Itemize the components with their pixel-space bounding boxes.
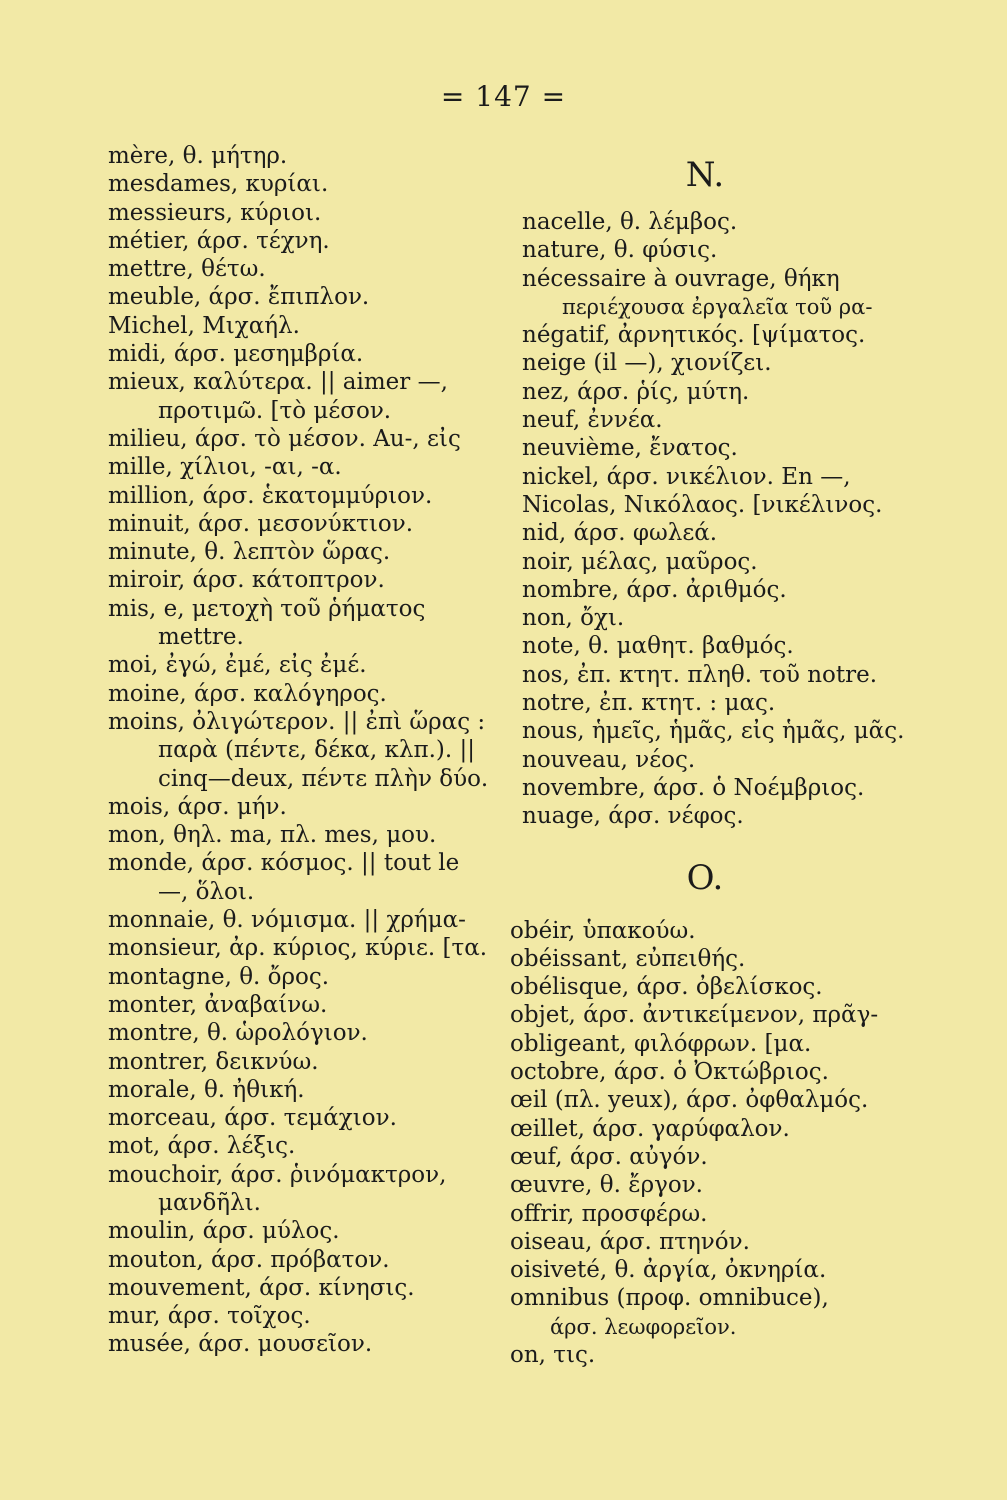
dictionary-entry: métier, άρσ. τέχνη.	[108, 227, 330, 254]
dictionary-entry: obélisque, άρσ. ὀβελίσκος.	[510, 974, 823, 1001]
dictionary-entry: nécessaire à ouvrage, θήκη	[522, 265, 840, 292]
dictionary-entry: mouchoir, άρσ. ῥινόμακτρον,	[108, 1161, 447, 1188]
dictionary-entry: nouveau, νέος.	[522, 746, 696, 773]
dictionary-entry: mesdames, κυρίαι.	[108, 171, 329, 198]
dictionary-entry: nez, άρσ. ῥίς, μύτη.	[522, 378, 750, 405]
dictionary-entry: nid, άρσ. φωλεά.	[522, 520, 718, 547]
dictionary-entry: mouton, άρσ. πρόβατον.	[108, 1246, 390, 1273]
dictionary-entry: œuvre, θ. ἔργον.	[510, 1172, 703, 1199]
dictionary-entry: non, ὄχι.	[522, 605, 625, 632]
dictionary-entry-continuation: cinq—deux, πέντε πλὴν δύο.	[158, 765, 489, 792]
dictionary-entry: mis, e, μετοχὴ τοῦ ῥήματος	[108, 595, 426, 622]
section-n-entries	[522, 208, 905, 831]
dictionary-entry: mur, άρσ. τοῖχος.	[108, 1303, 311, 1330]
dictionary-entry: moins, ὀλιγώτερον. || ἐπὶ ὥρας :	[108, 708, 486, 735]
dictionary-entry: minuit, άρσ. μεσονύκτιον.	[108, 510, 414, 537]
dictionary-entry: négatif, ἀρνητικός. [ψίματος.	[522, 322, 866, 349]
dictionary-entry: morceau, άρσ. τεμάχιον.	[108, 1105, 397, 1132]
dictionary-entry: moine, άρσ. καλόγηρος.	[108, 680, 387, 707]
dictionary-entry: miroir, άρσ. κάτοπτρον.	[108, 567, 385, 594]
dictionary-entry: oiseau, άρσ. πτηνόν.	[510, 1228, 750, 1255]
dictionary-entry: moulin, άρσ. μύλος.	[108, 1218, 340, 1245]
dictionary-entry: nickel, άρσ. νικέλιον. En —,	[522, 463, 851, 490]
dictionary-entry: œil (πλ. yeux), άρσ. ὀφθαλμός.	[510, 1087, 869, 1114]
dictionary-entry: mieux, καλύτερα. || aimer —,	[108, 369, 448, 396]
dictionary-entry: minute, θ. λεπτὸν ὥρας.	[108, 539, 391, 566]
dictionary-entry: milieu, άρσ. τὸ μέσον. Au-, εἰς	[108, 425, 461, 452]
dictionary-entry: mois, άρσ. μήν.	[108, 793, 287, 820]
dictionary-entry: octobre, άρσ. ὁ Ὀκτώβριος.	[510, 1059, 829, 1086]
page-number: = 147 =	[440, 80, 567, 113]
dictionary-entry: Nicolas, Νικόλαος. [νικέλινος.	[522, 491, 883, 518]
dictionary-entry: œillet, άρσ. γαρύφαλον.	[510, 1115, 790, 1142]
dictionary-entry-continuation: mettre.	[158, 624, 244, 651]
dictionary-entry: omnibus (προφ. omnibuce),	[510, 1285, 829, 1312]
dictionary-entry-continuation: προτιμῶ. [τὸ μέσον.	[158, 397, 392, 424]
section-heading-o: O.	[686, 857, 724, 898]
dictionary-entry: offrir, προσφέρω.	[510, 1200, 708, 1227]
dictionary-entry: nombre, άρσ. ἀριθμός.	[522, 576, 787, 603]
dictionary-entry: monsieur, ἀρ. κύριος, κύριε. [τα.	[108, 935, 488, 962]
dictionary-entry-continuation: παρὰ (πέντε, δέκα, κλπ.). ||	[158, 737, 476, 764]
dictionary-entry: neuvième, ἔνατος.	[522, 435, 738, 462]
dictionary-entry: mon, θηλ. ma, πλ. mes, μου.	[108, 822, 437, 849]
dictionary-entry: Michel, Μιχαήλ.	[108, 312, 300, 339]
dictionary-entry: obligeant, φιλόφρων. [μα.	[510, 1030, 812, 1057]
dictionary-entry: œuf, άρσ. αὐγόν.	[510, 1143, 708, 1170]
dictionary-entry: noir, μέλας, μαῦρος.	[522, 548, 758, 575]
dictionary-entry: monnaie, θ. νόμισμα. || χρήμα-	[108, 907, 466, 934]
dictionary-entry: montrer, δεικνύω.	[108, 1048, 319, 1075]
dictionary-entry: nature, θ. φύσις.	[522, 237, 718, 264]
dictionary-entry-continuation: μανδῆλι.	[158, 1189, 261, 1216]
dictionary-entry: montagne, θ. ὄρος.	[108, 963, 330, 990]
dictionary-entry: messieurs, κύριοι.	[108, 199, 322, 226]
dictionary-entry: midi, άρσ. μεσημβρία.	[108, 341, 364, 368]
dictionary-entry: mot, άρσ. λέξις.	[108, 1133, 296, 1160]
dictionary-entry: novembre, άρσ. ὁ Νοέμβριος.	[522, 774, 865, 801]
dictionary-entry-continuation: άρσ. λεωφορεῖον.	[550, 1314, 737, 1339]
dictionary-entry: neige (il —), χιονίζει.	[522, 350, 772, 377]
dictionary-entry: nacelle, θ. λέμβος.	[522, 209, 738, 235]
dictionary-entry: mettre, θέτω.	[108, 256, 266, 283]
dictionary-entry: mère, θ. μήτηρ.	[108, 143, 288, 169]
dictionary-entry: notre, ἐπ. κτητ. : μας.	[522, 690, 776, 717]
dictionary-entry: meuble, άρσ. ἔπιπλον.	[108, 284, 370, 311]
dictionary-entry: on, τις.	[510, 1341, 596, 1368]
section-heading-n: N.	[685, 155, 725, 195]
dictionary-entry: morale, θ. ἠθική.	[108, 1076, 305, 1103]
dictionary-entry: neuf, ἐννέα.	[522, 407, 663, 434]
section-o-entries	[510, 917, 900, 1370]
left-column	[108, 142, 503, 1359]
dictionary-entry: mouvement, άρσ. κίνησις.	[108, 1274, 415, 1301]
dictionary-entry-continuation: περιέχουσα ἐργαλεῖα τοῦ ρα-	[562, 294, 873, 319]
dictionary-entry: note, θ. μαθητ. βαθμός.	[522, 633, 794, 660]
dictionary-entry: nos, ἐπ. κτητ. πληθ. τοῦ notre.	[522, 661, 878, 688]
dictionary-entry: obéissant, εὐπειθής.	[510, 945, 746, 972]
dictionary-entry: moi, ἐγώ, ἐμέ, εἰς ἐμέ.	[108, 652, 367, 679]
dictionary-entry: montre, θ. ὡρολόγιον.	[108, 1020, 368, 1047]
dictionary-entry: nous, ἡμεῖς, ἡμᾶς, εἰς ἡμᾶς, μᾶς.	[522, 718, 905, 745]
dictionary-entry: objet, άρσ. ἀντικείμενον, πρᾶγ-	[510, 1002, 879, 1029]
dictionary-entry: nuage, άρσ. νέφος.	[522, 803, 744, 830]
dictionary-entry: mille, χίλιοι, -αι, -α.	[108, 454, 342, 481]
dictionary-entry: million, άρσ. ἑκατομμύριον.	[108, 482, 433, 509]
dictionary-entry: musée, άρσ. μουσεῖον.	[108, 1331, 373, 1358]
dictionary-entry: monter, ἀναβαίνω.	[108, 991, 328, 1018]
right-column	[510, 150, 905, 1369]
dictionary-entry: obéir, ὑπακούω.	[510, 917, 696, 944]
dictionary-entry: oisiveté, θ. ἀργία, ὀκνηρία.	[510, 1257, 827, 1284]
dictionary-entry: monde, άρσ. κόσμος. || tout le	[108, 850, 460, 877]
dictionary-entry-continuation: —, ὅλοι.	[158, 878, 255, 905]
